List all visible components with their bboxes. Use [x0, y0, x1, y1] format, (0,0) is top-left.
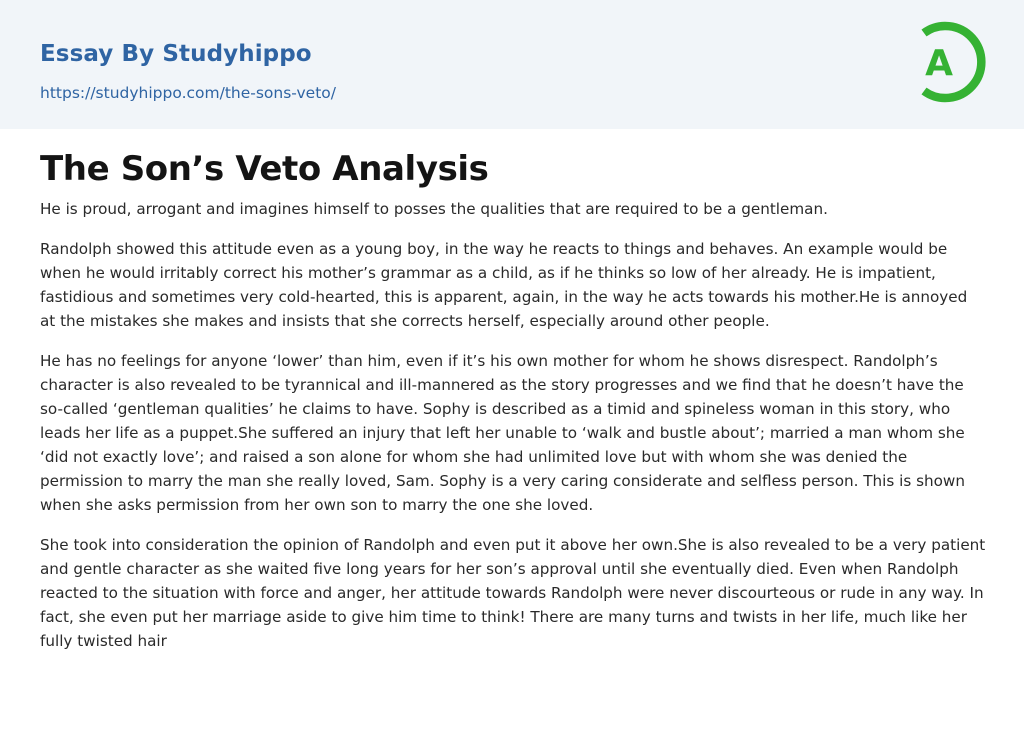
essay-url-link[interactable]: https://studyhippo.com/the-sons-veto/ — [40, 84, 336, 102]
article-title: The Son’s Veto Analysis — [40, 149, 489, 189]
article-content — [40, 143, 986, 669]
brand-title: Essay By Studyhippo — [40, 41, 312, 67]
page-header — [0, 0, 1024, 129]
article-paragraph: She took into consideration the opinion of Randolph and even put it above her own.She is also revealed to be a very patient and gentle character as she waited five long years for her son’s approval until she eventually died. Even when Randolph reacted to the situation with force and anger, her attitude towards Randolph were never discourteous or rude in any way. In fact, she even put her marriage aside to give him time to think! There are many turns and twists in her life, much like her fully twisted hair — [40, 536, 986, 650]
studyhippo-logo-icon[interactable] — [914, 19, 986, 105]
logo-letter: A — [925, 43, 953, 84]
article-paragraph: He has no feelings for anyone ‘lower’ than him, even if it’s his own mother for whom he shows disrespect. Randolph’s character is also revealed to be tyrannical and ill-mannered as the story progresses and we find that he doesn’t have the so-called ‘gentleman qualities’ he claims to have. Sophy is described as a timid and spineless woman in this story, who leads her life as a puppet.She suffered an injury that left her unable to ‘walk and bustle about’; married a man whom she ‘did not exactly love’; and raised a son alone for whom she had unlimited love but with whom she was denied the permission to marry the man she really loved, Sam. Sophy is a very caring considerate and selfless person. This is shown when she asks permission from her own son to marry the one she loved. — [40, 352, 965, 514]
article-paragraph: He is proud, arrogant and imagines himself to posses the qualities that are required to be a gentleman. — [40, 200, 828, 218]
article-paragraph: Randolph showed this attitude even as a young boy, in the way he reacts to things and behaves. An example would be when he would irritably correct his mother’s grammar as a child, as if he thinks so low of her already. He is impatient, fastidious and sometimes very cold-hearted, this is apparent, again, in the way he acts towards his mother.He is annoyed at the mistakes she makes and insists that she corrects herself, especially around other people. — [40, 240, 968, 330]
